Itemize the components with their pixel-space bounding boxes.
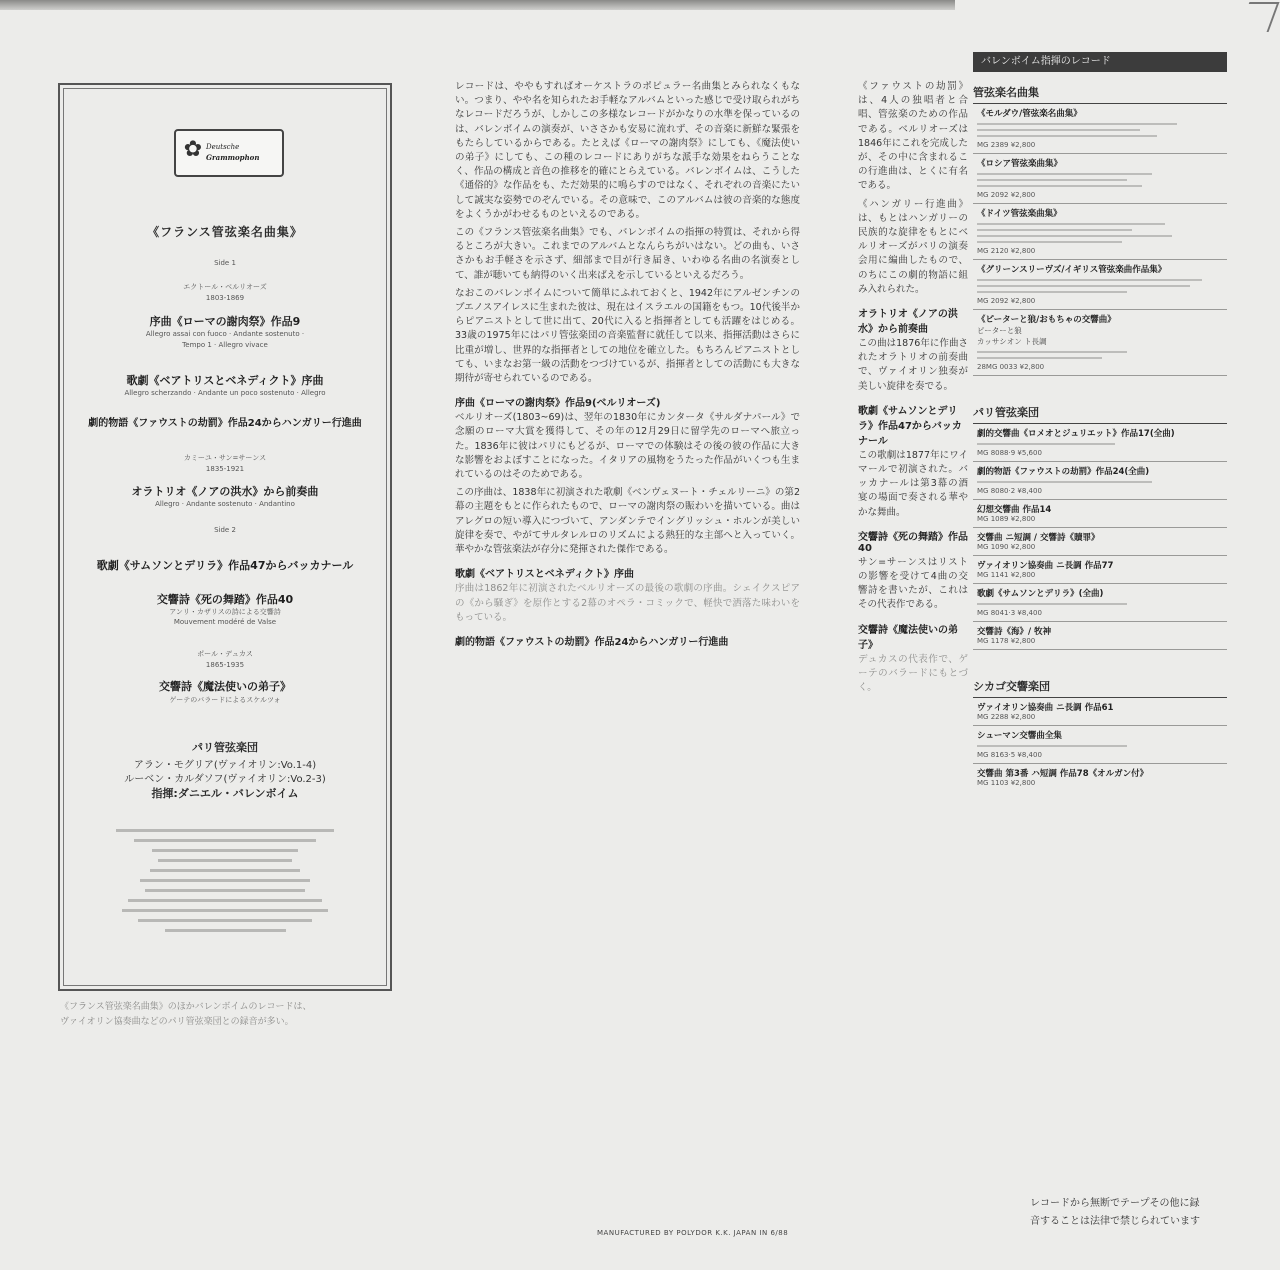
record-catalog: MG 2120 ¥2,800 <box>977 247 1036 255</box>
record-catalog: MG 8041·3 ¥8,400 <box>977 609 1042 617</box>
orchestra-name: パリ管弦楽団 <box>192 741 258 754</box>
composer-berlioz: エクトール・ベルリオーズ <box>183 283 267 291</box>
track-deluge-tempo: Allegro · Andante sostenuto · Andantino <box>155 500 295 508</box>
list-item <box>973 154 1227 204</box>
section-chicago-symphony: シカゴ交響楽団 <box>973 678 1227 698</box>
heading-roman-carnival: 序曲《ローマの謝肉祭》作品9(ベルリオーズ) <box>455 398 661 410</box>
record-title: ヴァイオリン協奏曲 ニ長調 作品61 <box>977 703 1114 713</box>
record-catalog: MG 8163·5 ¥8,400 <box>977 751 1042 759</box>
list-item <box>973 584 1227 622</box>
track-danse-macabre: 交響詩《死の舞踏》作品40 <box>156 593 294 606</box>
composer-dukas-dates: 1865-1935 <box>205 661 245 669</box>
liner-intro-2: この《フランス管弦楽名曲集》でも、バレンボイムの指揮の特質は、それから得るところが大きい。これまでのアルバムとなんらちがいはない。どの曲も、いささかもお手軽さを示さず、細部まで目が行き届き、いわゆる名曲の名演奏として、誰が聴いても納得のいく出来ばえを示しているといえるだろう。 <box>455 227 800 281</box>
liner-notes-column-2 <box>858 80 968 695</box>
notes-beatrice: 序曲は1862年に初演されたベルリオーズの最後の歌劇の序曲。シェイクスピアの《から騒ぎ》を原作とする2幕のオペラ・コミックで、軽快で洒落た味わいをもっている。 <box>455 583 800 623</box>
track-sorcerers-apprentice: 交響詩《魔法使いの弟子》 <box>159 680 291 693</box>
composer-berlioz-dates: 1803-1869 <box>205 294 245 302</box>
composer-dukas: ポール・デュカス <box>197 650 253 658</box>
record-catalog: MG 1178 ¥2,800 <box>977 637 1036 645</box>
record-sub-2: カッサシオン ト長調 <box>977 337 1047 346</box>
notes-roman-carnival-1: ベルリオーズ(1803~69)は、翌年の1830年にカンタータ《サルダナパール》で念願のローマ大賞を獲得して、その年の12月29日に留学先のローマへ旅立った。1836年に彼はパリにもどるが、ローマでの体験はその後の彼の作品に大きな影響をおよぼすことになった。イタリアの風物をうたった作品がいくつも生まれているのはそのためである。 <box>455 412 800 481</box>
track-sorcerers-apprentice-sub: ゲーテのバラードによるスケルツォ <box>169 696 281 704</box>
side-2-label: Side 2 <box>214 526 236 534</box>
record-sub-1: ピーターと狼 <box>977 326 1022 335</box>
tulip-logo-icon: ✿ <box>183 137 203 162</box>
section-orchestre-de-paris: パリ管弦楽団 <box>973 404 1227 424</box>
list-item <box>973 260 1227 310</box>
notes-roman-carnival-2: この序曲は、1838年に初演された歌劇《ベンヴェヌート・チェルリーニ》の第2幕の主題をもとに作られたもので、ローマの謝肉祭の賑わいを描いている。曲はアレグロの短い導入につづいて、アンダンテでイングリッシュ・ホルンが美しい旋律を奏で、やがてサルタレルロのリズムによる熱狂的な主部へと入っていく。華やかな管弦楽法が存分に発揮された傑作である。 <box>455 487 800 556</box>
corner-fold-mark <box>1239 2 1280 32</box>
record-catalog: MG 1089 ¥2,800 <box>977 515 1036 523</box>
record-title: 《ピーターと狼/おもちゃの交響曲》 <box>977 315 1116 325</box>
list-item <box>973 500 1227 528</box>
record-title: 劇的交響曲《ロメオとジュリエット》作品17(全曲) <box>977 429 1175 439</box>
album-title: 《フランス管弦楽名曲集》 <box>147 225 303 239</box>
record-title: ヴァイオリン協奏曲 ニ長調 作品77 <box>977 561 1114 571</box>
track-listing-inner <box>63 88 387 986</box>
production-credits <box>104 822 346 972</box>
record-catalog: MG 2092 ¥2,800 <box>977 297 1036 305</box>
top-edge-band <box>0 0 955 10</box>
notes-faust-2: 《ハンガリー行進曲》は、もとはハンガリーの民族的な旋律をもとにベルリオーズがパリの演奏会用に編曲したもので、のちにこの劇的物語に組み入れられた。 <box>858 198 968 295</box>
record-title: 交響詩《海》/ 牧神 <box>977 627 1052 637</box>
deutsche-grammophon-logo <box>174 129 284 177</box>
heading-sorcerer: 交響詩《魔法使いの弟子》 <box>858 624 958 651</box>
track-roman-carnival: 序曲《ローマの謝肉祭》作品9 <box>149 315 301 328</box>
track-listing-panel <box>58 83 392 991</box>
notes-faust-1: 《ファウストの劫罰》は、4人の独唱者と合唱、管弦楽のための作品である。ベルリオーズは1846年にこれを完成したが、その中に含まれるこの行進曲は、とくに有名である。 <box>858 81 968 192</box>
notes-danse-macabre: サン=サーンスはリストの影響を受けて4曲の交響詩を書いたが、これはその代表作である。 <box>858 556 968 611</box>
heading-deluge: オラトリオ《ノアの洪水》から前奏曲 <box>858 309 958 336</box>
list-item <box>973 424 1227 462</box>
left-footnote <box>60 1000 392 1030</box>
side-1-label: Side 1 <box>214 259 236 267</box>
copyright-notice: レコードから無断でテープその他に録音することは法律で禁じられています <box>1030 1198 1200 1227</box>
list-item <box>973 698 1227 726</box>
section-orchestral-favorites: 管弦楽名曲集 <box>973 84 1227 104</box>
list-item <box>973 204 1227 260</box>
record-catalog: MG 1141 ¥2,800 <box>977 571 1036 579</box>
liner-intro: レコードは、ややもすればオーケストラのポピュラー名曲集とみられなくもない。つまり、やや名を知られたお手軽なアルバムといった感じで受け取られがちなレコードだろうが、しかしこの多様なレコードがかなりの水準を保っているのは、バレンボイムの演奏が、いささかも安易に流れず、その音楽に新鮮な緊張をもたらしているからである。たとえば《ローマの謝肉祭》にしても、《魔法使いの弟子》にしても、この種のレコードにありがちな派手な効果をねらうことなく、作品の構成と音色の推移を的確にとらえている。バレンボイムは、こうした《通俗的》な作品をも、ただ効果的に鳴らすのではなく、それぞれの音楽にたいして誠実な姿勢でのぞんでいる。その意味で、このアルバムは彼の音楽的な態度をよくうかがわせるものといえるのである。 <box>455 81 800 220</box>
record-catalog: 28MG 0033 ¥2,800 <box>977 363 1045 371</box>
heading-beatrice: 歌劇《ベアトリスとベネディクト》序曲 <box>455 569 634 581</box>
list-item <box>973 556 1227 584</box>
list-item <box>973 726 1227 764</box>
list-item <box>973 528 1227 556</box>
list-item <box>973 764 1227 791</box>
track-danse-macabre-sub: アンリ・カザリスの詩による交響詩 <box>169 608 281 616</box>
notes-deluge: この曲は1876年に作曲されたオラトリオの前奏曲で、ヴァイオリン独奏が美しい旋律を奏でる。 <box>858 338 968 392</box>
logo-text-1: Deutsche <box>206 143 240 151</box>
liner-intro-3: なおこのバレンボイムについて簡単にふれておくと、1942年にアルゼンチンのブエノスアイレスに生まれた彼は、現在はイスラエルの国籍をもつ。10代後半からピアニストとして世に出て、20代に入ると指揮者としても活躍をはじめる。33歳の1975年にはパリ管弦楽団の音楽監督に就任して以来、指揮活動はさらに比重が増し、世界的な指揮者としての地位を確立した。もちろんピアニストとしても、いまなお第一級の活動をつづけているが、指揮者としての活動にも大きな期待が寄せられているのである。 <box>455 287 800 385</box>
record-title: 《ロシア管弦楽曲集》 <box>977 159 1063 169</box>
list-item <box>973 462 1227 500</box>
track-beatrice-tempo: Allegro scherzando · Andante un poco sostenuto · Allegro <box>124 389 326 397</box>
heading-danse-macabre: 交響詩《死の舞踏》作品40 <box>858 531 968 554</box>
record-title: 《ドイツ管弦楽曲集》 <box>977 209 1062 219</box>
discography-header: バレンボイム指揮のレコード <box>973 52 1227 72</box>
track-beatrice-overture: 歌劇《ベアトリスとベネディクト》序曲 <box>126 374 324 387</box>
liner-notes-column <box>455 80 800 650</box>
manufacturer-line: MANUFACTURED BY POLYDOR K.K. JAPAN IN 6/88 <box>597 1229 789 1237</box>
track-roman-carnival-tempo2: Tempo 1 · Allegro vivace <box>182 341 268 349</box>
list-item <box>973 622 1227 650</box>
record-title: 歌劇《サムソンとデリラ》(全曲) <box>977 589 1104 599</box>
track-hungarian-march: 劇的物語《ファウストの劫罰》作品24からハンガリー行進曲 <box>88 418 362 429</box>
conductor-name: 指揮:ダニエル・バレンボイム <box>151 787 299 800</box>
heading-samson: 歌劇《サムソンとデリラ》作品47からバッカナール <box>858 405 962 447</box>
record-title: 《グリーンスリーヴズ/イギリス管弦楽曲作品集》 <box>977 265 1167 275</box>
track-deluge-prelude: オラトリオ《ノアの洪水》から前奏曲 <box>131 485 319 498</box>
soloist-1: アラン・モグリア(ヴァイオリン:Vo.1-4) <box>133 760 317 771</box>
discography-sidebar <box>973 52 1227 791</box>
record-catalog: MG 2389 ¥2,800 <box>977 141 1036 149</box>
record-catalog: MG 8080·2 ¥8,400 <box>977 487 1042 495</box>
track-roman-carnival-tempo: Allegro assai con fuoco · Andante sostenuto · <box>145 330 305 338</box>
record-title: 交響曲 第3番 ハ短調 作品78《オルガン付》 <box>977 769 1149 779</box>
logo-text-2: Grammophon <box>206 153 260 162</box>
record-title: 劇的物語《ファウストの劫罰》作品24(全曲) <box>977 467 1150 477</box>
record-catalog: MG 2092 ¥2,800 <box>977 191 1036 199</box>
record-catalog: MG 1090 ¥2,800 <box>977 543 1036 551</box>
record-catalog: MG 8088·9 ¥5,600 <box>977 449 1042 457</box>
notes-samson: この歌劇は1877年にワイマールで初演された。バッカナールは第3幕の酒宴の場面で奏される華やかな舞曲。 <box>858 449 968 518</box>
track-bacchanale: 歌劇《サムソンとデリラ》作品47からバッカナール <box>96 559 354 572</box>
left-footnote-line-1: 《フランス管弦楽名曲集》のほかバレンボイムのレコードは、 <box>60 1002 312 1012</box>
left-footnote-line-2: ヴァイオリン協奏曲などのパリ管弦楽団との録音が多い。 <box>60 1017 294 1027</box>
record-title: 交響曲 ニ短調 / 交響詩《贖罪》 <box>977 533 1100 543</box>
heading-hungarian-march: 劇的物語《ファウストの劫罰》作品24からハンガリー行進曲 <box>455 636 729 648</box>
record-title: シューマン交響曲全集 <box>977 731 1062 741</box>
composer-saint-saens: カミーユ・サン=サーンス <box>183 454 267 462</box>
list-item <box>973 104 1227 154</box>
notes-sorcerer: デュカスの代表作で、ゲーテのバラードにもとづく。 <box>858 653 968 694</box>
record-title: 《モルダウ/管弦楽名曲集》 <box>977 109 1082 119</box>
track-danse-macabre-tempo: Mouvement modéré de Valse <box>173 618 277 626</box>
record-catalog: MG 2288 ¥2,800 <box>977 713 1036 721</box>
list-item <box>973 310 1227 376</box>
record-catalog: MG 1103 ¥2,800 <box>977 779 1036 787</box>
record-title: 幻想交響曲 作品14 <box>977 505 1052 515</box>
composer-saint-saens-dates: 1835-1921 <box>205 465 245 473</box>
soloist-2: ルーベン・カルダソフ(ヴァイオリン:Vo.2-3) <box>124 774 326 785</box>
